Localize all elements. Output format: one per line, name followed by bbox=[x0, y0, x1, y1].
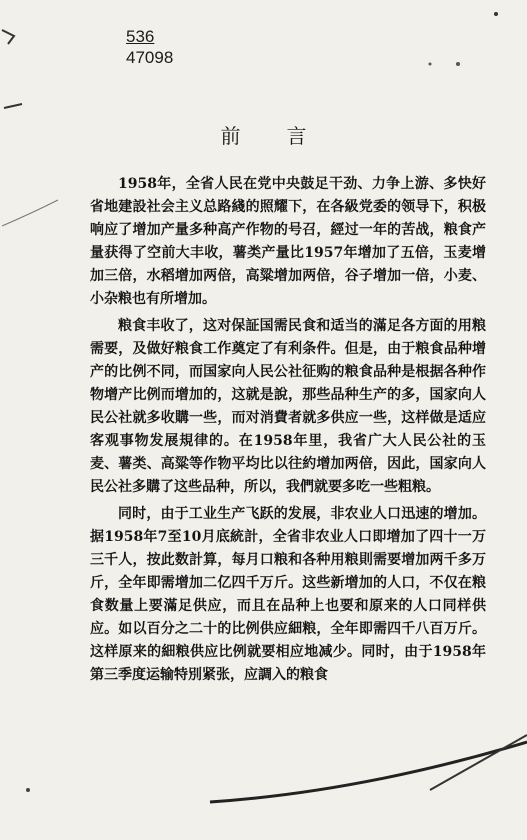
body-text bbox=[90, 173, 486, 691]
catalog-number-bottom: 47098 bbox=[126, 48, 174, 67]
paragraph-3: 同时，由于工业生产飞跃的发展，非农业人口迅速的增加。据1958年7至10月底統計，全省非农业人口即增加了四十一万三千人，按此数計算，每月口粮和各种用粮則需要增加两千多万斤，全年即需增加二亿四千万斤。这些新增加的人口，不仅在粮食数量上要滿足供应，而且在品种上也要和原来的人口同样供应。如以百分之二十的比例供应細粮，全年即需四千八百万斤。这样原来的細粮供应比例就要相应地减少。同时，由于1958年第三季度运输特別紧张，应調入的粮食 bbox=[90, 506, 486, 683]
page-title: 前言 bbox=[220, 124, 353, 148]
catalog-number bbox=[126, 26, 173, 68]
paragraph-2: 粮食丰收了，这对保証国需民食和适当的滿足各方面的用粮需要，及做好粮食工作奠定了有利条件。但是，由于粮食品种增产的比例不同，而国家向人民公社征购的粮食品种是根据各种作物增产比例而增加的，这就是說，那些品种生产的多，国家向人民公社就多收購一些，而对消費者就多供应一些，这样做是适应客观事物发展規律的。在1958年里，我省广大人民公社的玉麦、薯类、高粱等作物平均比以往約增加两倍，因此，国家向人民公社多購了这些品种，所以，我們就要多吃一些粗粮。 bbox=[90, 318, 486, 495]
paragraph-1: 1958年，全省人民在党中央鼓足干劲、力争上游、多快好省地建設社会主义总路綫的照耀下，在各級党委的领导下，积极响应了增加产量多种高产作物的号召，經过一年的苦战，粮食产量获得了空前大丰收，薯类产量比1957年增加了五倍，玉麦增加三倍，水稻增加两倍，高粱增加两倍，谷子增加一倍，小麦、小杂粮也有所增加。 bbox=[90, 176, 486, 307]
catalog-number-top: 536 bbox=[126, 27, 155, 46]
